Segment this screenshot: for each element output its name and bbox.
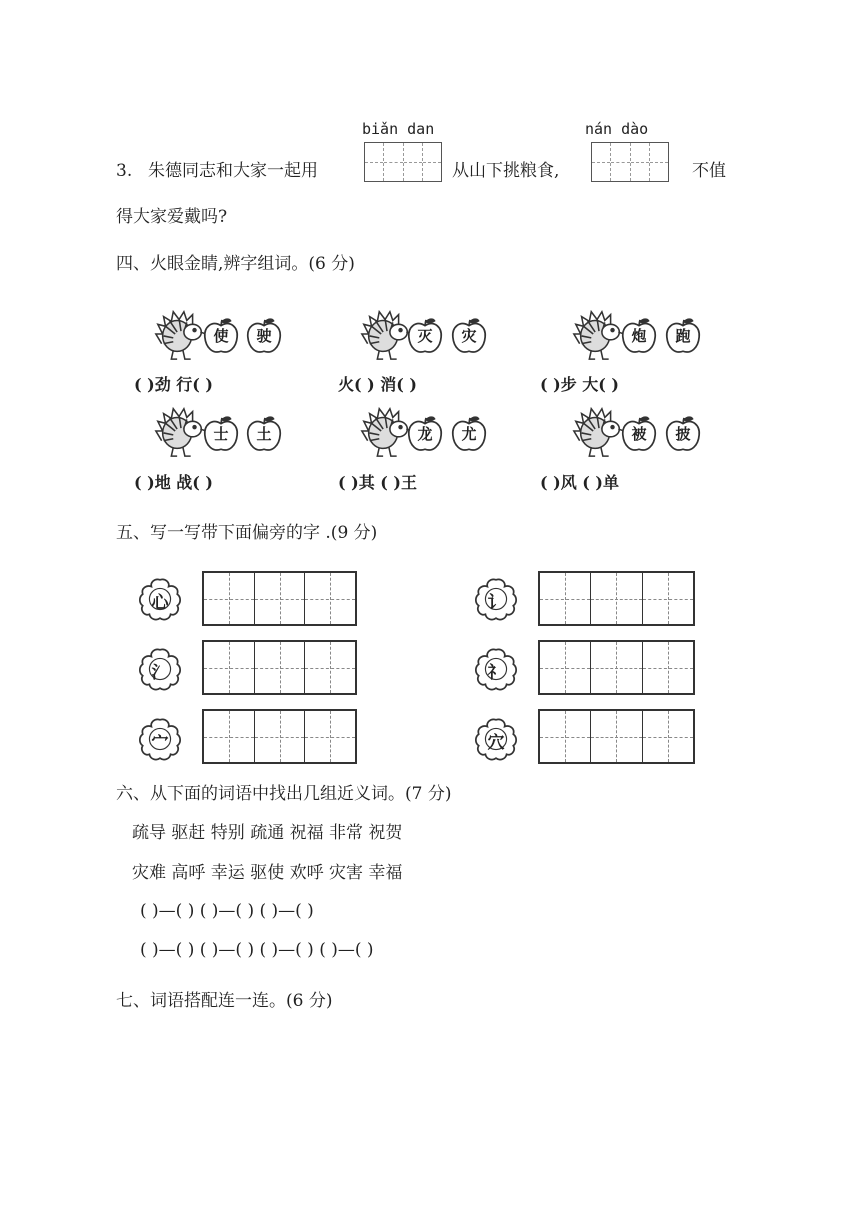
fill-blank-row[interactable]: ( )其 ( )王 [338, 473, 417, 492]
fill-blank-row[interactable]: ( )劲 行( ) [134, 375, 213, 394]
writing-grid[interactable] [538, 640, 695, 695]
radical-flower: 礻 [472, 645, 520, 693]
radical-flower: 心 [136, 575, 184, 623]
pinyin-bian-dan: biǎn dan [362, 120, 435, 138]
apple-char: 灭 [406, 318, 444, 356]
synonym-pairs-line1[interactable]: ( )—( ) ( )—( ) ( )—( ) [140, 901, 314, 921]
apple-char: 龙 [406, 416, 444, 454]
word-list-line2: 灾难 高呼 幸运 驱使 欢呼 灾害 幸福 [132, 863, 403, 883]
fill-blank-row[interactable]: 火( ) 消( ) [338, 375, 417, 394]
fill-blank-row[interactable]: ( )风 ( )单 [540, 473, 619, 492]
apple-char: 灾 [450, 318, 488, 356]
q3-text-a: 朱德同志和大家一起用 [148, 161, 318, 181]
radical-flower: 讠 [472, 575, 520, 623]
radical-flower: 氵 [136, 645, 184, 693]
q3-number: 3. [116, 161, 133, 181]
q3-text-c: 不值 [692, 161, 726, 181]
answer-box-nan-dao[interactable] [591, 142, 669, 182]
fill-blank-row[interactable]: ( )步 大( ) [540, 375, 619, 394]
apple-char: 士 [202, 416, 240, 454]
apple-char: 披 [664, 416, 702, 454]
word-list-line1: 疏导 驱赶 特别 疏通 祝福 非常 祝贺 [132, 823, 403, 843]
q3-text-b: 从山下挑粮食, [452, 161, 560, 181]
writing-grid[interactable] [538, 709, 695, 764]
section6-heading: 六、从下面的词语中找出几组近义词。(7 分) [116, 784, 452, 804]
writing-grid[interactable] [538, 571, 695, 626]
apple-char: 尤 [450, 416, 488, 454]
radical-flower: 穴 [472, 715, 520, 763]
answer-box-bian-dan[interactable] [364, 142, 442, 182]
pinyin-nan-dao: nán dào [585, 120, 649, 138]
apple-char: 被 [620, 416, 658, 454]
apple-char: 炮 [620, 318, 658, 356]
writing-grid[interactable] [202, 709, 357, 764]
section7-heading: 七、词语搭配连一连。(6 分) [116, 991, 333, 1011]
section5-heading: 五、写一写带下面偏旁的字 .(9 分) [116, 523, 378, 543]
q3-text-d: 得大家爱戴吗? [116, 207, 228, 227]
apple-char: 使 [202, 318, 240, 356]
synonym-pairs-line2[interactable]: ( )—( ) ( )—( ) ( )—( ) ( )—( ) [140, 940, 374, 960]
section4-heading: 四、火眼金睛,辨字组词。(6 分) [116, 254, 355, 274]
apple-char: 跑 [664, 318, 702, 356]
apple-char: 土 [245, 416, 283, 454]
fill-blank-row[interactable]: ( )地 战( ) [134, 473, 213, 492]
writing-grid[interactable] [202, 640, 357, 695]
apple-char: 驶 [245, 318, 283, 356]
writing-grid[interactable] [202, 571, 357, 626]
radical-flower: 宀 [136, 715, 184, 763]
